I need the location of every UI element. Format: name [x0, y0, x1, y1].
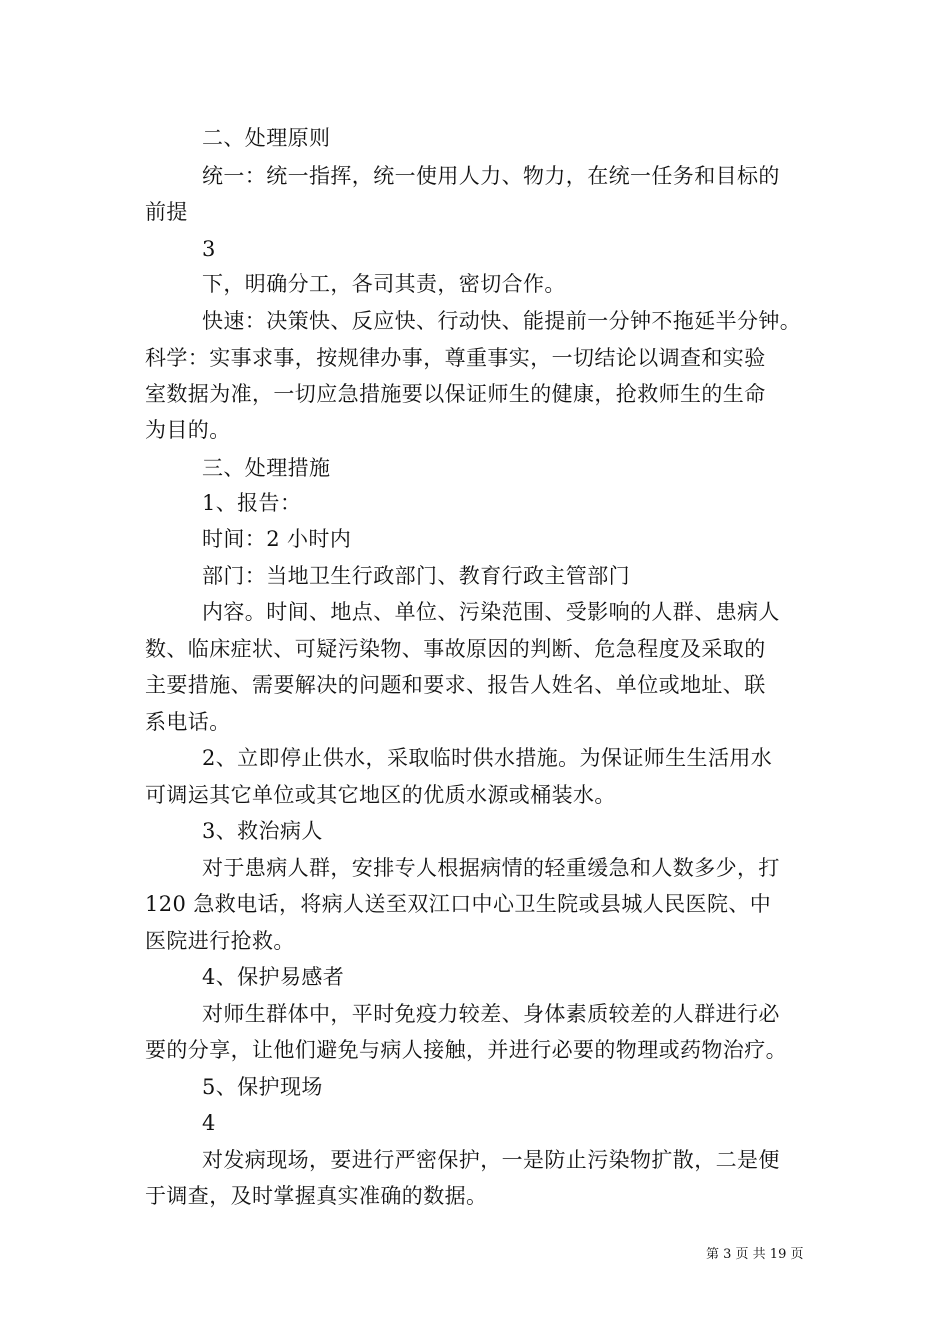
- page-number-footer: 第 3 页 共 19 页: [706, 1247, 804, 1262]
- paragraph-line: 科学：实事求事，按规律办事，尊重事实，一切结论以调查和实验: [145, 346, 766, 370]
- paragraph-line: 对于患病人群，安排专人根据病情的轻重缓急和人数多少，打: [202, 856, 780, 880]
- subsection-heading: 3、救治病人: [202, 819, 323, 843]
- paragraph-line: 于调查，及时掌握真实准确的数据。: [145, 1184, 488, 1208]
- paragraph-line: 数、临床症状、可疑污染物、事故原因的判断、危急程度及采取的: [145, 637, 766, 661]
- paragraph-line: 2、立即停止供水，采取临时供水措施。为保证师生生活用水: [202, 746, 773, 770]
- paragraph-line: 下，明确分工，各司其责，密切合作。: [202, 272, 566, 296]
- paragraph-line: 可调运其它单位或其它地区的优质水源或桶装水。: [145, 783, 616, 807]
- paragraph-line: 医院进行抢救。: [145, 929, 295, 953]
- section-heading-measures: 三、处理措施: [202, 456, 331, 480]
- subsection-heading: 5、保护现场: [202, 1075, 323, 1099]
- paragraph-line: 前提: [145, 200, 188, 224]
- subsection-heading: 1、报告：: [202, 491, 302, 515]
- paragraph-line: 部门：当地卫生行政部门、教育行政主管部门: [202, 564, 630, 588]
- paragraph-line: 对师生群体中，平时免疫力较差、身体素质较差的人群进行必: [202, 1002, 780, 1026]
- paragraph-line: 内容。时间、地点、单位、污染范围、受影响的人群、患病人: [202, 600, 780, 624]
- page-break-number: 3: [202, 237, 216, 261]
- paragraph-line: 要的分享，让他们避免与病人接触，并进行必要的物理或药物治疗。: [145, 1038, 787, 1062]
- paragraph-line: 对发病现场，要进行严密保护，一是防止污染物扩散，二是便: [202, 1148, 780, 1172]
- paragraph-line: 快速：决策快、反应快、行动快、能提前一分钟不拖延半分钟。: [202, 309, 802, 333]
- paragraph-line: 主要措施、需要解决的问题和要求、报告人姓名、单位或地址、联: [145, 673, 766, 697]
- paragraph-line: 120 急救电话，将病人送至双江口中心卫生院或县城人民医院、中: [145, 892, 772, 916]
- paragraph-line: 统一：统一指挥，统一使用人力、物力，在统一任务和目标的: [202, 164, 780, 188]
- paragraph-line: 时间：2 小时内: [202, 527, 352, 551]
- paragraph-line: 系电话。: [145, 710, 231, 734]
- section-heading-principles: 二、处理原则: [202, 126, 331, 150]
- paragraph-line: 为目的。: [145, 418, 231, 442]
- subsection-heading: 4、保护易感者: [202, 965, 345, 989]
- paragraph-line: 室数据为准，一切应急措施要以保证师生的健康，抢救师生的生命: [145, 382, 766, 406]
- page-break-number: 4: [202, 1111, 216, 1135]
